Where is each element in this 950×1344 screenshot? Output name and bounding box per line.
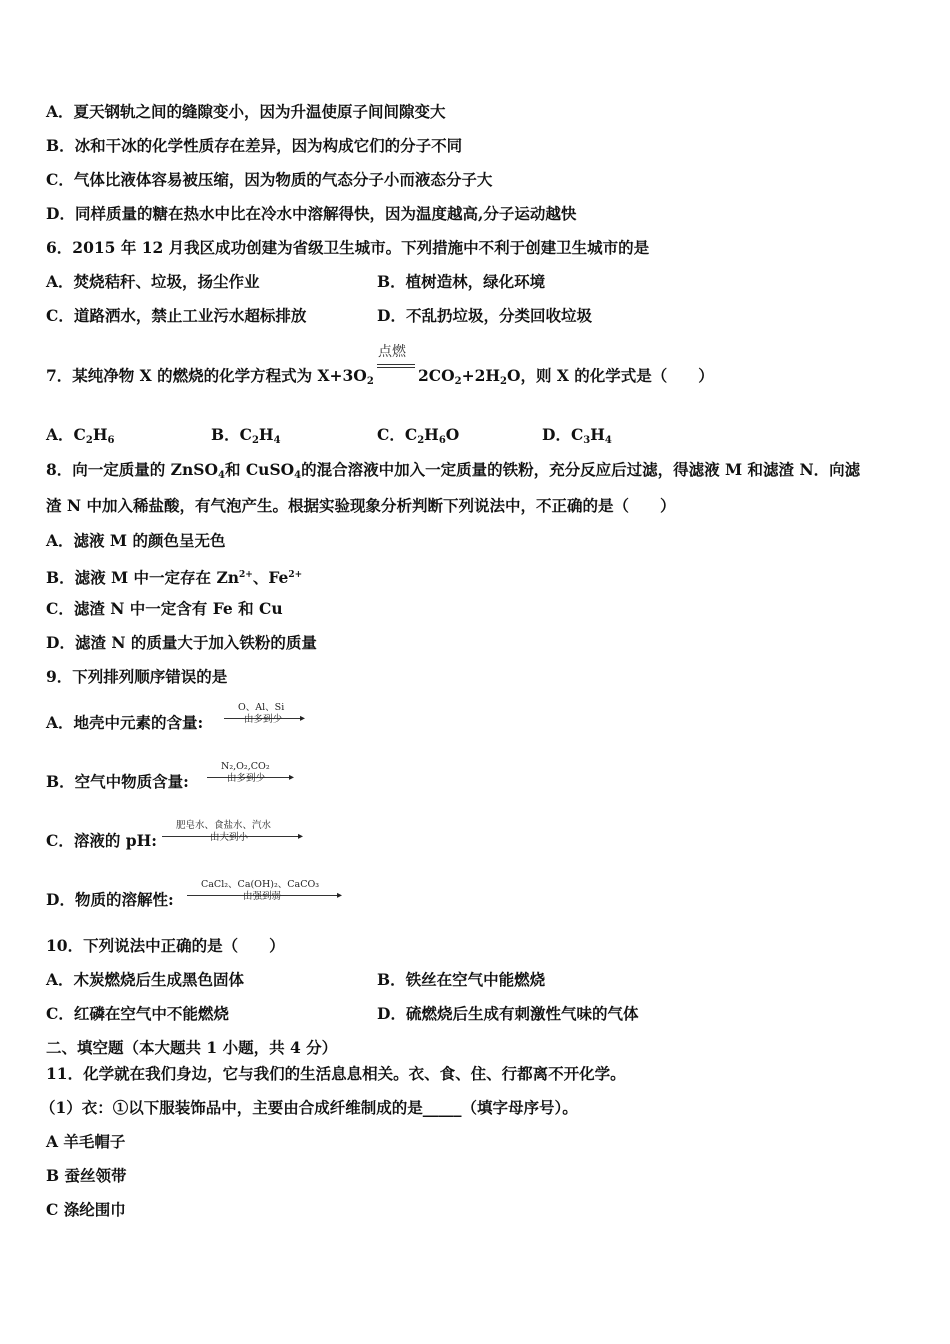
q5-option-a: A．夏天钢轨之间的缝隙变小，因为升温使原子间间隙变大 — [46, 102, 446, 121]
q7-option-a: A．$C_2H_6$ — [46, 425, 115, 446]
q9-stem: 9．下列排列顺序错误的是 — [46, 667, 228, 686]
q8-stem-line2: 渣 N 中加入稀盐酸，有气泡产生。根据实验现象分析判断下列说法中，不正确的是（ ） — [46, 496, 676, 515]
q10-option-d: D．硫燃烧后生成有刺激性气味的气体 — [377, 1004, 639, 1023]
q9-option-b: B．空气中物质含量: — [46, 772, 189, 791]
q7-stem: 7．某纯净物 X 的燃烧的化学方程式为 $X+3O_2$ — [46, 366, 374, 387]
q10-option-c: C．红磷在空气中不能燃烧 — [46, 1004, 229, 1023]
equation-equals-sign — [377, 364, 415, 368]
q9-option-c: C．溶液的 pH: — [46, 831, 157, 850]
q11-option-a: A 羊毛帽子 — [46, 1132, 126, 1151]
q6-stem: 6．2015 年 12 月我区成功创建为省级卫生城市。下列措施中不利于创建卫生城市的是 — [46, 238, 650, 257]
q7-option-d: D．$C_3H_4$ — [542, 425, 612, 446]
ignite-condition: 点燃 — [378, 344, 406, 360]
q10-stem: 10．下列说法中正确的是（ ） — [46, 936, 285, 955]
q8-option-b: B．滤液 M 中一定存在 $Zn^{2+}$、$Fe^{2+}$ — [46, 568, 303, 587]
q11-stem: 11．化学就在我们身边，它与我们的生活息息相关。衣、食、住、行都离不开化学。 — [46, 1064, 626, 1083]
q11-part1: （1）衣：①以下服装饰品中，主要由合成纤维制成的是_____（填字母序号）。 — [40, 1098, 578, 1117]
q8-option-d: D．滤渣 N 的质量大于加入铁粉的质量 — [46, 633, 317, 652]
q10-option-a: A．木炭燃烧后生成黑色固体 — [46, 970, 245, 989]
section-2-heading: 二、填空题（本大题共 1 小题，共 4 分） — [46, 1038, 338, 1057]
q10-option-b: B．铁丝在空气中能燃烧 — [377, 970, 546, 989]
q8-option-a: A．滤液 M 的颜色呈无色 — [46, 531, 226, 550]
q9-option-a: A．地壳中元素的含量: — [46, 713, 204, 732]
q6-option-d: D．不乱扔垃圾，分类回收垃圾 — [377, 306, 592, 325]
q7-option-c: C．$C_2H_6O$ — [377, 425, 460, 446]
q7-option-b: B．$C_2H_4$ — [211, 425, 281, 446]
q6-option-c: C．道路洒水，禁止工业污水超标排放 — [46, 306, 307, 325]
q8-option-c: C．滤渣 N 中一定含有 Fe 和 Cu — [46, 599, 283, 618]
q6-option-a: A．焚烧秸秆、垃圾，扬尘作业 — [46, 272, 260, 291]
q9-option-d: D．物质的溶解性: — [46, 890, 174, 909]
q5-option-c: C．气体比液体容易被压缩，因为物质的气态分子小而液态分子大 — [46, 170, 493, 189]
q8-stem-line1: 8．向一定质量的 ZnSO$_4$和 CuSO$_4$的混合溶液中加入一定质量的铁粉，充分反应后过滤，得滤液 M 和滤渣 N．向滤 — [46, 460, 861, 481]
q5-option-d: D．同样质量的糖在热水中比在冷水中溶解得快，因为温度越高,分子运动越快 — [46, 204, 577, 223]
q11-option-c: C 涤纶围巾 — [46, 1200, 126, 1219]
q6-option-b: B．植树造林，绿化环境 — [377, 272, 546, 291]
q11-option-b: B 蚕丝领带 — [46, 1166, 127, 1185]
q7-products: $2CO_2+2H_2O$，则 X 的化学式是（ ） — [418, 366, 714, 387]
q5-option-b: B．冰和干冰的化学性质存在差异，因为构成它们的分子不同 — [46, 136, 463, 155]
